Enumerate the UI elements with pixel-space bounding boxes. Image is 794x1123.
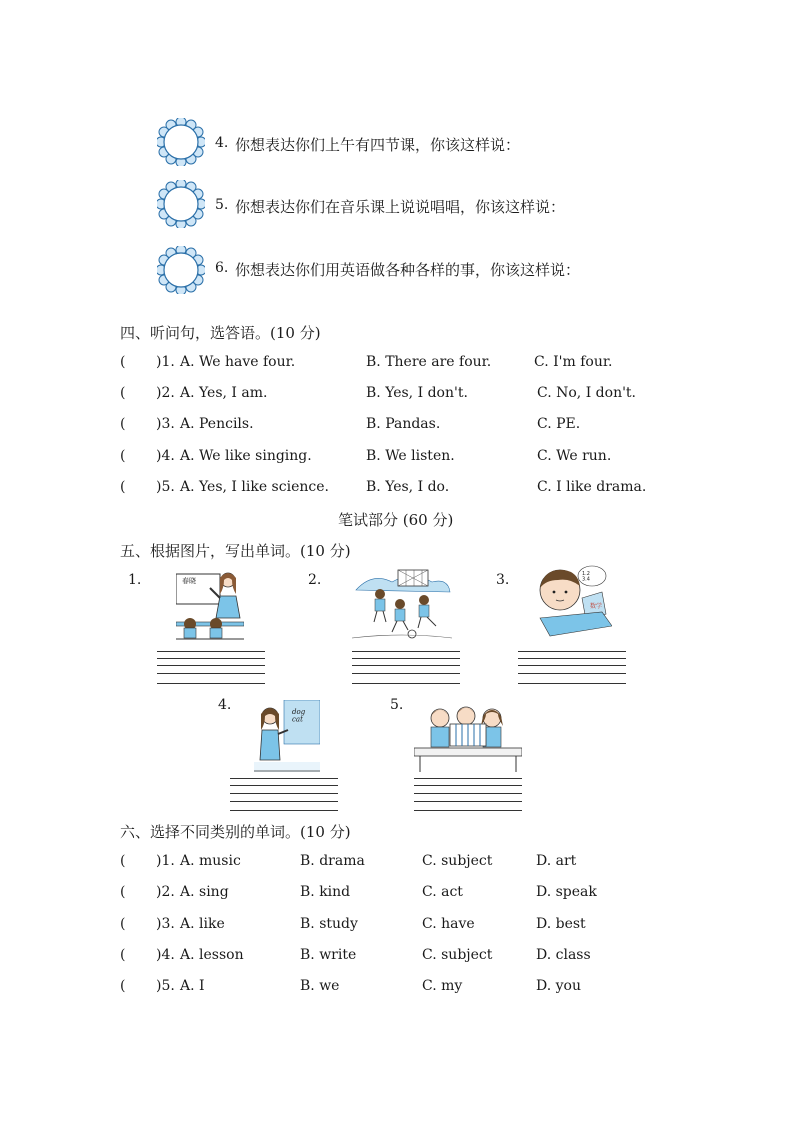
speaking-text-6: 你想表达你们用英语做各种各样的事，你该这样说： (235, 261, 581, 279)
kids-with-abacus-picture (414, 700, 522, 772)
option-a: A. lesson (180, 947, 244, 963)
option-d: D. class (536, 947, 591, 963)
answer-paren[interactable]: ( (120, 448, 126, 464)
answer-line (414, 801, 522, 802)
option-b: B. kind (300, 884, 351, 900)
question-number: )5. (156, 978, 175, 994)
answer-line (352, 658, 460, 659)
option-c: C. subject (422, 853, 493, 869)
teacher-classroom-picture (176, 566, 244, 640)
section4-title: 四、听问句，选答语。(10 分) (120, 324, 321, 342)
option-b: B. We listen. (366, 448, 455, 464)
option-d: D. speak (536, 884, 597, 900)
answer-paren[interactable]: ( (120, 416, 126, 432)
board-text: dog cat (292, 708, 306, 724)
answer-paren[interactable]: ( (120, 916, 126, 932)
boy-studying-maths-picture (536, 564, 612, 638)
flower-badge-icon (157, 246, 205, 294)
answer-line[interactable] (230, 778, 338, 779)
speaking-num-5: 5. (215, 197, 229, 213)
question-number: )3. (156, 416, 175, 432)
answer-line (518, 683, 626, 684)
speaking-num-6: 6. (215, 260, 229, 276)
option-b: B. write (300, 947, 357, 963)
answer-line (157, 658, 265, 659)
answer-line (414, 793, 522, 794)
answer-line (414, 810, 522, 811)
answer-line (157, 683, 265, 684)
answer-line[interactable] (518, 651, 626, 652)
answer-line (230, 793, 338, 794)
answer-paren[interactable]: ( (120, 853, 126, 869)
option-a: A. Pencils. (180, 416, 254, 432)
thought-bubble-text: 1.2 3.4 (582, 571, 590, 583)
question-number: )1. (156, 853, 175, 869)
option-c: C. PE. (537, 416, 581, 432)
option-d: D. you (536, 978, 581, 994)
question-number: )4. (156, 947, 175, 963)
answer-paren[interactable]: ( (120, 884, 126, 900)
option-a: A. We like singing. (180, 448, 312, 464)
answer-line[interactable] (352, 651, 460, 652)
speaking-text-5: 你想表达你们在音乐课上说说唱唱，你该这样说： (235, 198, 566, 216)
flower-badge-icon (157, 118, 205, 166)
option-c: C. act (422, 884, 463, 900)
option-b: B. Yes, I do. (366, 479, 450, 495)
option-d: D. best (536, 916, 586, 932)
question-number: )3. (156, 916, 175, 932)
football-picture (352, 566, 452, 640)
answer-paren[interactable]: ( (120, 354, 126, 370)
answer-line (230, 810, 338, 811)
speaking-text-4: 你想表达你们上午有四节课，你该这样说： (235, 136, 521, 154)
option-c: C. No, I don't. (537, 385, 637, 401)
option-d: D. art (536, 853, 577, 869)
question-number: )2. (156, 385, 175, 401)
written-part-heading: 笔试部分 (60 分) (338, 511, 454, 529)
option-c: C. subject (422, 947, 493, 963)
speaking-num-4: 4. (215, 135, 229, 151)
answer-paren[interactable]: ( (120, 978, 126, 994)
answer-line (518, 673, 626, 674)
answer-line[interactable] (157, 651, 265, 652)
book-label: 数学 (590, 603, 603, 610)
option-a: A. We have four. (180, 354, 296, 370)
answer-line (518, 658, 626, 659)
option-c: C. I like drama. (537, 479, 647, 495)
question-number: )5. (156, 479, 175, 495)
section5-title: 五、根据图片，写出单词。(10 分) (120, 542, 351, 560)
picture-number: 5. (390, 697, 404, 713)
picture-number: 1. (128, 572, 142, 588)
option-a: A. I (180, 978, 205, 994)
option-a: A. Yes, I like science. (180, 479, 329, 495)
option-a: A. Yes, I am. (180, 385, 268, 401)
option-b: B. drama (300, 853, 365, 869)
answer-line (518, 665, 626, 666)
option-c: C. We run. (537, 448, 612, 464)
question-number: )1. (156, 354, 175, 370)
answer-line (230, 801, 338, 802)
option-b: B. There are four. (366, 354, 492, 370)
answer-line (352, 673, 460, 674)
option-c: C. my (422, 978, 463, 994)
answer-paren[interactable]: ( (120, 479, 126, 495)
option-c: C. I'm four. (534, 354, 613, 370)
answer-line (352, 683, 460, 684)
answer-paren[interactable]: ( (120, 385, 126, 401)
answer-paren[interactable]: ( (120, 947, 126, 963)
answer-line (230, 785, 338, 786)
option-a: A. music (180, 853, 241, 869)
question-number: )2. (156, 884, 175, 900)
answer-line (157, 673, 265, 674)
picture-number: 3. (496, 572, 510, 588)
answer-line[interactable] (414, 778, 522, 779)
option-c: C. have (422, 916, 475, 932)
board-text: 春晓 (182, 577, 196, 585)
english-lesson-picture (254, 700, 320, 772)
option-b: B. Pandas. (366, 416, 441, 432)
option-a: A. sing (180, 884, 229, 900)
option-b: B. Yes, I don't. (366, 385, 468, 401)
answer-line (414, 785, 522, 786)
picture-number: 2. (308, 572, 322, 588)
answer-line (157, 665, 265, 666)
option-b: B. we (300, 978, 340, 994)
option-a: A. like (180, 916, 225, 932)
picture-number: 4. (218, 697, 232, 713)
flower-badge-icon (157, 180, 205, 228)
option-b: B. study (300, 916, 358, 932)
question-number: )4. (156, 448, 175, 464)
answer-line (352, 665, 460, 666)
section6-title: 六、选择不同类别的单词。(10 分) (120, 823, 351, 841)
